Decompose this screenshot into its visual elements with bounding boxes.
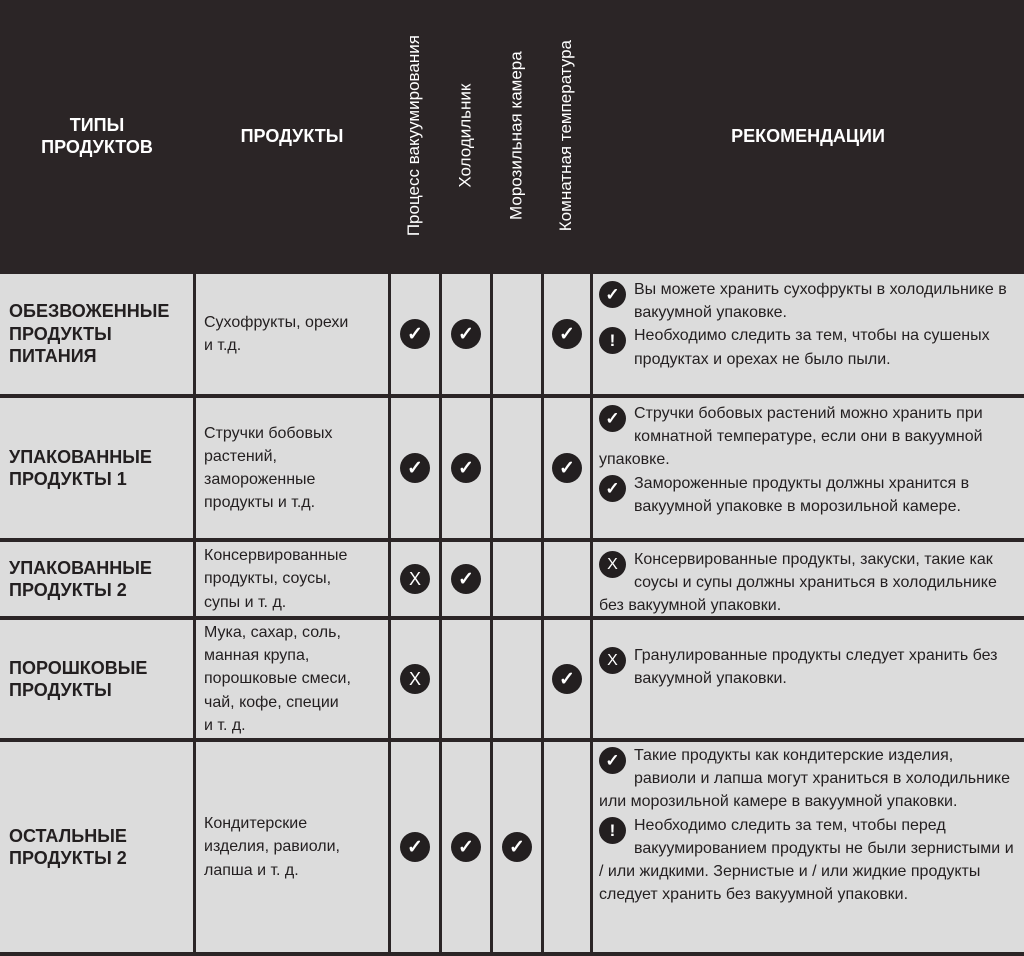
row-type-label: ПОРОШКОВЫЕ ПРОДУКТЫ: [9, 657, 148, 700]
warning-icon: !: [599, 327, 626, 354]
row-type-cell: [0, 274, 193, 394]
row-vacuum-cell: [391, 620, 439, 738]
header-room-box: [543, 0, 589, 272]
header-room: Комнатная температура: [556, 40, 576, 232]
check-icon: ✓: [451, 832, 481, 862]
check-icon: ✓: [451, 319, 481, 349]
row-recommendations-cell: [593, 398, 1024, 538]
row-products-cell: [196, 742, 388, 952]
row-products-text: Стручки бобовых растений, замороженные продукты и т.д.: [204, 424, 333, 512]
row-room-cell: [544, 742, 590, 952]
row-vacuum-cell: [391, 742, 439, 952]
row-products-cell: [196, 398, 388, 538]
recommendation-item: [599, 814, 1018, 907]
check-icon: ✓: [552, 319, 582, 349]
row-products-cell: [196, 274, 388, 394]
row-type-cell: [0, 398, 193, 538]
row-products-text: Сухофрукты, орехи и т.д.: [204, 313, 349, 354]
row-recommendations-cell: [593, 542, 1024, 616]
recommendation-text: Гранулированные продукты следует хранить без вакуумной упаковки.: [634, 647, 998, 688]
row-type-label: ОСТАЛЬНЫЕ ПРОДУКТЫ 2: [9, 825, 127, 868]
recommendation-item: [599, 548, 1018, 618]
row-room-cell: [544, 620, 590, 738]
row-fridge-cell: [442, 620, 490, 738]
row-recommendations-cell: [593, 742, 1024, 952]
recommendation-text: Необходимо следить за тем, чтобы перед вакуумированием продукты не были зернистыми и / или жидкими. Зернистые и / или жидкие продукты следует хранить без вакуумной упаковки.: [599, 816, 1014, 904]
row-type-label: УПАКОВАННЫЕ ПРОДУКТЫ 2: [9, 557, 152, 600]
check-icon: ✓: [451, 564, 481, 594]
recommendation-item: [599, 644, 1018, 690]
header-recommendations: РЕКОМЕНДАЦИИ: [731, 125, 885, 146]
row-type-cell: [0, 620, 193, 738]
row-room-cell: [544, 274, 590, 394]
row-type-label: УПАКОВАННЫЕ ПРОДУКТЫ 1: [9, 446, 152, 489]
row-products-text: Мука, сахар, соль, манная крупа, порошковые смеси, чай, кофе, специи и т. д.: [204, 624, 351, 734]
recommendation-text: Замороженные продукты должны хранится в вакуумной упаковке в морозильной камере.: [634, 474, 970, 515]
check-icon: ✓: [502, 832, 532, 862]
recommendation-text: Такие продукты как кондитерские изделия, равиоли и лапша могут храниться в холодильнике или морозильной камере в вакуумной упаковки.: [599, 747, 1010, 811]
cross-icon: X: [400, 664, 430, 694]
recommendation-item: [599, 744, 1018, 814]
row-products-cell: [196, 542, 388, 616]
row-fridge-cell: [442, 542, 490, 616]
cross-icon: X: [599, 551, 626, 578]
header-types: ТИПЫ ПРОДУКТОВ: [41, 114, 153, 157]
recommendation-text: Необходимо следить за тем, чтобы на сушеных продуктах и орехах не было пыли.: [634, 327, 990, 368]
row-products-text: Кондитерские изделия, равиоли, лапша и т. д.: [204, 815, 340, 879]
row-room-cell: [544, 542, 590, 616]
recommendation-item: [599, 278, 1018, 324]
check-icon: ✓: [599, 747, 626, 774]
row-vacuum-cell: [391, 274, 439, 394]
row-freezer-cell: [493, 620, 541, 738]
check-icon: ✓: [599, 475, 626, 502]
row-freezer-cell: [493, 742, 541, 952]
row-freezer-cell: [493, 398, 541, 538]
row-fridge-cell: [442, 398, 490, 538]
recommendation-item: [599, 324, 1018, 370]
recommendation-text: Вы можете хранить сухофрукты в холодильнике в вакуумной упаковке.: [634, 281, 1007, 322]
row-freezer-cell: [493, 542, 541, 616]
row-products-cell: [196, 620, 388, 738]
check-icon: ✓: [400, 453, 430, 483]
check-icon: ✓: [599, 281, 626, 308]
check-icon: ✓: [552, 664, 582, 694]
header-vacuum: Процесс вакуумирования: [404, 35, 424, 237]
check-icon: ✓: [599, 405, 626, 432]
row-room-cell: [544, 398, 590, 538]
row-fridge-cell: [442, 274, 490, 394]
recommendation-item: [599, 402, 1018, 472]
header-fridge: Холодильник: [455, 84, 475, 188]
check-icon: ✓: [400, 832, 430, 862]
row-fridge-cell: [442, 742, 490, 952]
recommendation-item: [599, 472, 1018, 518]
header-products: ПРОДУКТЫ: [240, 125, 344, 146]
recommendation-text: Стручки бобовых растений можно хранить при комнатной температуре, если они в вакуумной упаковке.: [599, 405, 983, 469]
row-products-text: Консервированные продукты, соусы, супы и т. д.: [204, 547, 348, 611]
warning-icon: !: [599, 817, 626, 844]
check-icon: ✓: [552, 453, 582, 483]
cross-icon: X: [400, 564, 430, 594]
check-icon: ✓: [400, 319, 430, 349]
header-freezer: Морозильная камера: [506, 51, 526, 221]
row-recommendations-cell: [593, 274, 1024, 394]
cross-icon: X: [599, 647, 626, 674]
row-freezer-cell: [493, 274, 541, 394]
row-vacuum-cell: [391, 398, 439, 538]
row-type-label: ОБЕЗВОЖЕННЫЕ ПРОДУКТЫ ПИТАНИЯ: [9, 301, 170, 367]
row-type-cell: [0, 742, 193, 952]
check-icon: ✓: [451, 453, 481, 483]
recommendation-text: Консервированные продукты, закуски, такие как соусы и супы должны храниться в холодильнике без вакуумной упаковки.: [599, 551, 997, 615]
row-vacuum-cell: [391, 542, 439, 616]
row-type-cell: [0, 542, 193, 616]
row-recommendations-cell: [593, 620, 1024, 738]
